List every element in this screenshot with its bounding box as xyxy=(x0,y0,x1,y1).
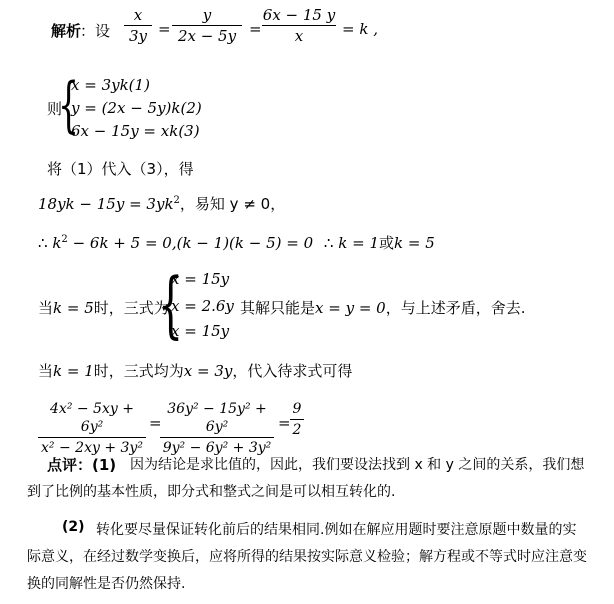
fraction-numerator: 4x² − 5xy + 6y² xyxy=(50,401,134,435)
comment-p2-line2: 际意义，在经过数学变换后，应将所得的结果按实际意义检验；解方程或不等式时应注意变 xyxy=(27,549,587,565)
therefore-symbol: ∴ xyxy=(38,234,48,252)
case1-mid: 时，三式均为 xyxy=(93,362,184,380)
fraction-numerator: 9 xyxy=(292,401,302,417)
fraction-bar xyxy=(262,25,336,26)
let-text: ：设 xyxy=(80,22,111,40)
final-fraction-2 xyxy=(160,400,274,457)
fraction-bar xyxy=(160,437,274,438)
case5-solution-math: x = y = 0 xyxy=(315,299,386,317)
fraction-bar xyxy=(172,25,242,26)
case5-line-1: x = 15y xyxy=(171,270,230,288)
fraction-6x-15y-over-x xyxy=(262,6,336,45)
fraction-bar xyxy=(290,419,304,420)
comment-p2-label: (2) xyxy=(62,519,85,535)
equals-sign: = xyxy=(278,414,291,432)
case5-solution-tail: ，与上述矛盾，舍去. xyxy=(385,299,526,317)
fraction-numerator: 36y² − 15y² + 6y² xyxy=(167,401,267,435)
step2-exponent: 2 xyxy=(173,195,180,206)
case1-tail: ，代入待求式可得 xyxy=(232,362,353,380)
comment-p2-line3: 换的同解性是否仍然保持. xyxy=(27,576,186,592)
step3-exponent: 2 xyxy=(61,234,68,245)
case5-condition: k = 5 xyxy=(53,299,94,317)
system-line-2: y = (2x − 5y)k(2) xyxy=(71,99,202,117)
fraction-x-over-3y xyxy=(124,6,152,45)
fraction-denominator: x xyxy=(294,27,304,45)
fraction-denominator: 2 xyxy=(292,422,302,438)
case1-condition: k = 1 xyxy=(53,362,94,380)
case5-line-2: x = 2.6y xyxy=(171,297,234,315)
comment-label: 点评：(1) xyxy=(47,456,117,474)
system-line-1: x = 3yk(1) xyxy=(71,76,150,94)
fraction-denominator: 2x − 5y xyxy=(177,27,237,45)
fraction-numerator: x xyxy=(133,6,143,24)
case5-mid: 时，三式为 xyxy=(93,299,169,317)
equals-k: = k , xyxy=(342,20,378,38)
fraction-bar xyxy=(124,25,152,26)
case5-line-3: x = 15y xyxy=(171,322,230,340)
fraction-denominator: 9y² − 6y² + 3y² xyxy=(162,440,272,456)
analysis-label: 解析 xyxy=(51,22,82,40)
case1-line xyxy=(38,360,352,381)
step3-equation: − 6k + 5 = 0,(k − 1)(k − 5) = 0 xyxy=(67,234,314,252)
step2-line xyxy=(38,193,285,214)
therefore-symbol-2: ∴ xyxy=(323,234,334,252)
left-brace: { xyxy=(158,262,184,346)
case5-prefix: 当 xyxy=(38,299,54,317)
fraction-numerator: 6x − 15 y xyxy=(262,6,336,24)
comment-p1-line1: 因为结论是求比值的，因此，我们要设法找到 x 和 y 之间的关系，我们想 xyxy=(130,457,585,473)
then-text: 则 xyxy=(47,100,63,118)
substitute-step: 将（1）代入（3），得 xyxy=(47,160,194,178)
system-line-3: 6x − 15y = xk(3) xyxy=(71,122,200,140)
case1-math: x = 3y xyxy=(183,362,233,380)
equals-sign: = xyxy=(149,414,162,432)
fraction-y-over-2x-5y xyxy=(172,6,242,45)
fraction-denominator: 3y xyxy=(128,27,148,45)
case5-lead xyxy=(38,297,169,318)
case5-solution xyxy=(240,297,525,318)
comment-p1-line2: 到了比例的基本性质，即分式和整式之间是可以相互转化的. xyxy=(27,484,396,500)
or-text: 或 xyxy=(379,234,395,252)
equals-sign: = xyxy=(249,20,262,38)
k-equals-5: k = 5 xyxy=(394,234,435,252)
case1-prefix: 当 xyxy=(38,362,54,380)
comment-p2-line1: 转化要尽量保证转化前后的结果相同.例如在解应用题时要注意原题中数量的实 xyxy=(96,522,577,538)
equals-sign: = xyxy=(158,20,171,38)
step3-k: k xyxy=(52,234,62,252)
k-equals-1: k = 1 xyxy=(338,234,379,252)
step2-text: ，易知 y ≠ 0， xyxy=(179,195,286,213)
final-fraction-1 xyxy=(38,400,146,457)
left-brace: { xyxy=(58,70,80,140)
final-fraction-3 xyxy=(290,400,304,439)
fraction-bar xyxy=(38,437,146,438)
step2-math: 18yk − 15y = 3yk xyxy=(38,195,174,213)
step3-line xyxy=(38,232,435,253)
case5-solution-text: 其解只能是 xyxy=(240,299,316,317)
fraction-numerator: y xyxy=(202,6,212,24)
fraction-denominator: x² − 2xy + 3y² xyxy=(41,440,143,456)
